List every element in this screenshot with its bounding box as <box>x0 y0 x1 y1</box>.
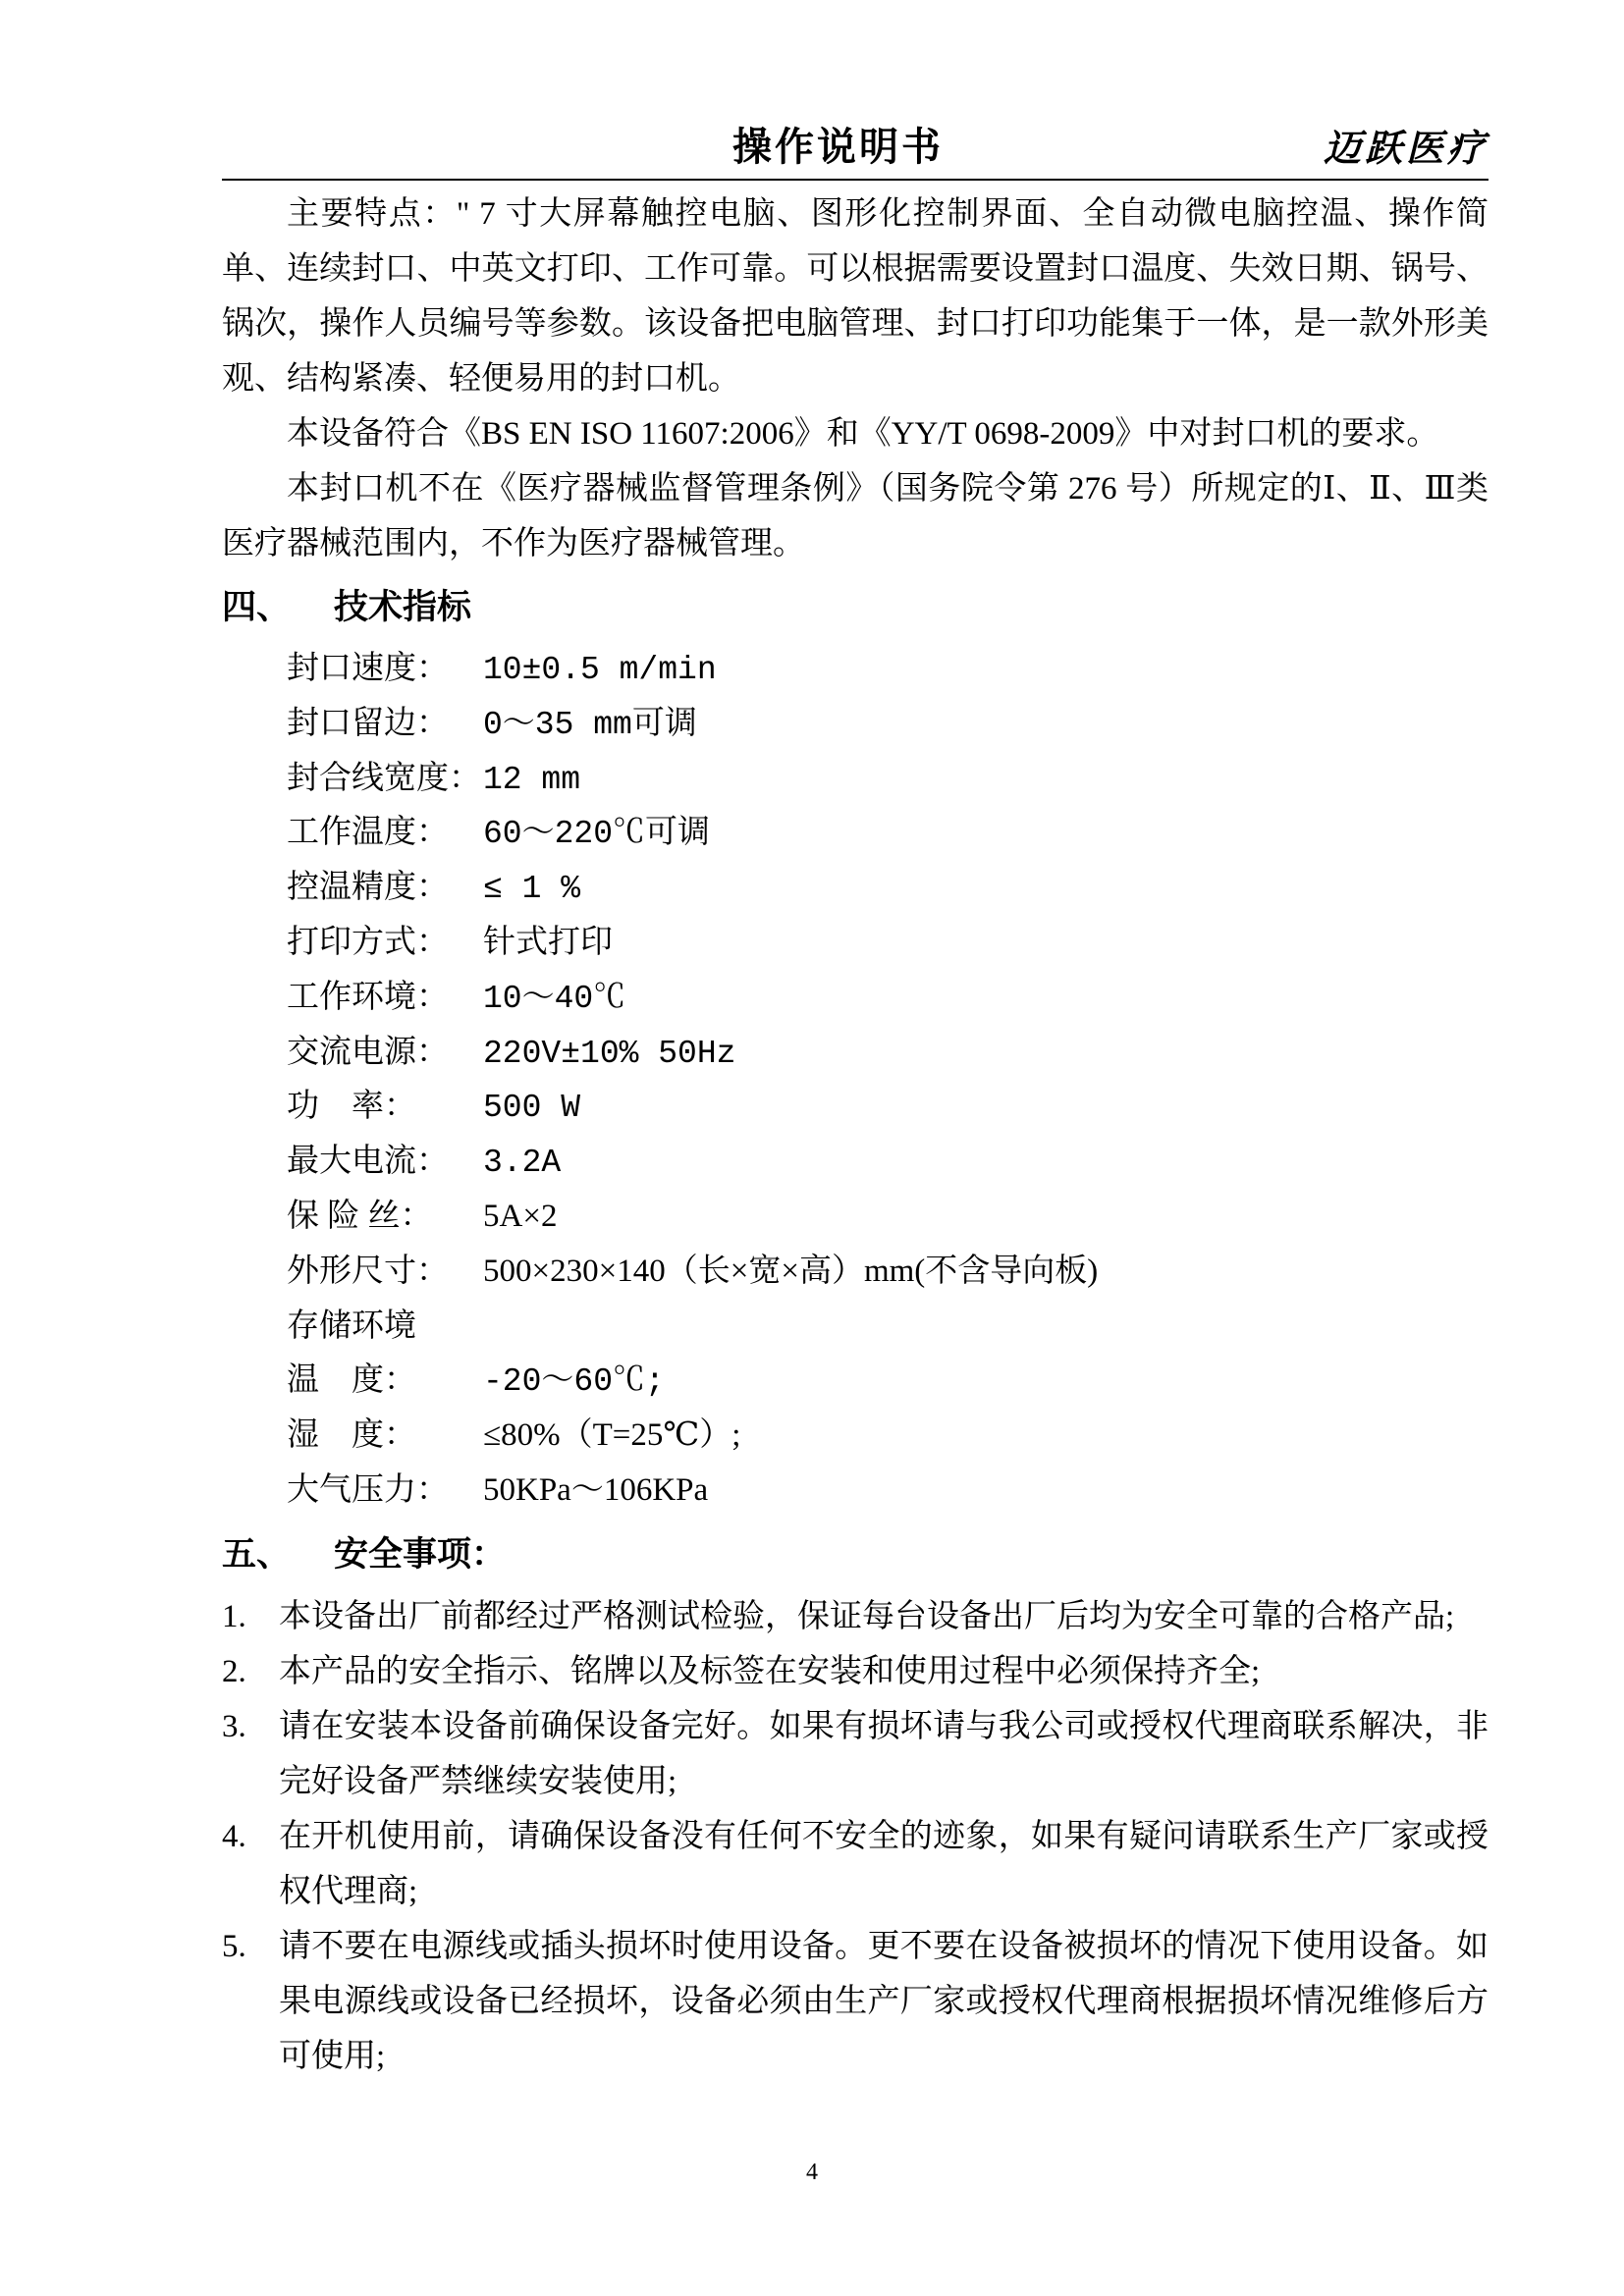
spec-label: 外形尺寸： <box>287 1253 449 1289</box>
spec-list <box>287 642 1489 1519</box>
document-title: 操作说明书 <box>732 125 944 170</box>
list-number: 2. <box>222 1653 246 1689</box>
spec-label: 存储环境 <box>287 1308 416 1344</box>
spec-label: 功 率： <box>287 1089 416 1125</box>
spec-row <box>287 1190 1489 1245</box>
spec-label: 大气压力： <box>287 1471 449 1508</box>
list-item <box>222 1589 1489 1644</box>
page-header <box>222 116 1489 175</box>
list-text: 本设备出厂前都经过严格测试检验，保证每台设备出厂后均为安全可靠的合格产品; <box>279 1598 1455 1634</box>
spec-row <box>287 1026 1489 1081</box>
spec-row <box>287 1245 1489 1300</box>
section-number: 四、 <box>222 588 292 627</box>
spec-row <box>287 697 1489 752</box>
spec-row <box>287 752 1489 807</box>
list-text: 本产品的安全指示、铭牌以及标签在安装和使用过程中必须保持齐全; <box>279 1653 1261 1689</box>
section-number: 五、 <box>222 1534 292 1575</box>
spec-value: 12 mm <box>483 761 581 798</box>
spec-label: 工作环境： <box>287 979 449 1015</box>
spec-value: 500 W <box>483 1090 581 1127</box>
regulation-paragraph: 本封口机不在《医疗器械监督管理条例》（国务院令第 276 号）所规定的Ⅰ、Ⅱ、Ⅲ类医疗器械范围内，不作为医疗器械管理。 <box>222 471 1489 561</box>
spec-row <box>287 806 1489 861</box>
spec-value: -20～60℃; <box>483 1363 665 1401</box>
spec-row <box>287 642 1489 697</box>
spec-row <box>287 1354 1489 1409</box>
list-item <box>222 1644 1489 1699</box>
page-content <box>222 187 1489 2084</box>
spec-value: 60～220℃可调 <box>483 816 711 853</box>
spec-row <box>287 1135 1489 1190</box>
spec-label: 湿 度： <box>287 1417 416 1454</box>
spec-value: 3.2A <box>483 1145 562 1182</box>
header-divider <box>222 179 1489 181</box>
brand-name: 迈跃医疗 <box>1323 126 1489 170</box>
section-title: 安全事项： <box>334 1534 507 1575</box>
spec-value: 10～40℃ <box>483 980 626 1017</box>
safety-list <box>222 1589 1489 2084</box>
list-number: 3. <box>222 1708 246 1744</box>
spec-label: 封合线宽度： <box>287 760 481 796</box>
section-heading-safety <box>222 1521 1489 1589</box>
list-item <box>222 1699 1489 1809</box>
spec-value: 5A×2 <box>483 1198 558 1234</box>
list-number: 4. <box>222 1818 246 1854</box>
list-number: 5. <box>222 1928 246 1964</box>
spec-label: 最大电流： <box>287 1144 449 1180</box>
list-number: 1. <box>222 1598 246 1634</box>
spec-value: 50KPa～106KPa <box>483 1471 709 1508</box>
page-number: 4 <box>806 2160 818 2185</box>
spec-row <box>287 1464 1489 1519</box>
spec-value: 10±0.5 m/min <box>483 652 717 688</box>
spec-value: 0～35 mm可调 <box>483 706 697 743</box>
list-item <box>222 1919 1489 2084</box>
spec-label: 控温精度： <box>287 870 449 906</box>
spec-label: 交流电源： <box>287 1034 449 1070</box>
spec-row <box>287 1080 1489 1135</box>
spec-label: 温 度： <box>287 1362 416 1399</box>
list-text: 请在安装本设备前确保设备完好。如果有损坏请与我公司或授权代理商联系解决，非完好设备严禁继续安装使用; <box>279 1708 1489 1799</box>
spec-value: 220V±10% 50Hz <box>483 1035 736 1072</box>
spec-row <box>287 1300 1489 1355</box>
spec-label: 打印方式： <box>287 924 449 960</box>
list-text: 在开机使用前，请确保设备没有任何不安全的迹象，如果有疑问请联系生产厂家或授权代理商; <box>279 1818 1489 1909</box>
list-item <box>222 1809 1489 1919</box>
list-text: 请不要在电源线或插头损坏时使用设备。更不要在设备被损坏的情况下使用设备。如果电源线或设备已经损坏，设备必须由生产厂家或授权代理商根据损坏情况维修后方可使用; <box>279 1928 1489 2074</box>
spec-row <box>287 916 1489 971</box>
spec-value: ≤80%（T=25℃）; <box>483 1417 741 1454</box>
spec-value: 500×230×140（长×宽×高）mm(不含导向板) <box>483 1253 1099 1289</box>
spec-row <box>287 971 1489 1026</box>
section-title: 技术指标 <box>334 588 472 627</box>
spec-row <box>287 861 1489 916</box>
spec-row <box>287 1409 1489 1464</box>
standards-paragraph: 本设备符合《BS EN ISO 11607:2006》和《YY/T 0698-2009》中对封口机的要求。 <box>287 416 1439 452</box>
spec-label: 封口留边： <box>287 705 449 741</box>
spec-label: 封口速度： <box>287 651 449 686</box>
spec-label: 工作温度： <box>287 815 449 851</box>
spec-value: 针式打印 <box>483 924 613 960</box>
spec-label: 保 险 丝： <box>287 1198 433 1234</box>
spec-value: ≤ 1 % <box>483 871 581 908</box>
features-paragraph: 主要特点：" 7 寸大屏幕触控电脑、图形化控制界面、全自动微电脑控温、操作简单、连续封口、中英文打印、工作可靠。可以根据需要设置封口温度、失效日期、锅号、锅次，操作人员编号等参数。该设备把电脑管理、封口打印功能集于一体，是一款外形美观、结构紧凑、轻便易用的封口机。 <box>222 196 1489 397</box>
section-heading-technical-specs <box>222 573 1489 642</box>
